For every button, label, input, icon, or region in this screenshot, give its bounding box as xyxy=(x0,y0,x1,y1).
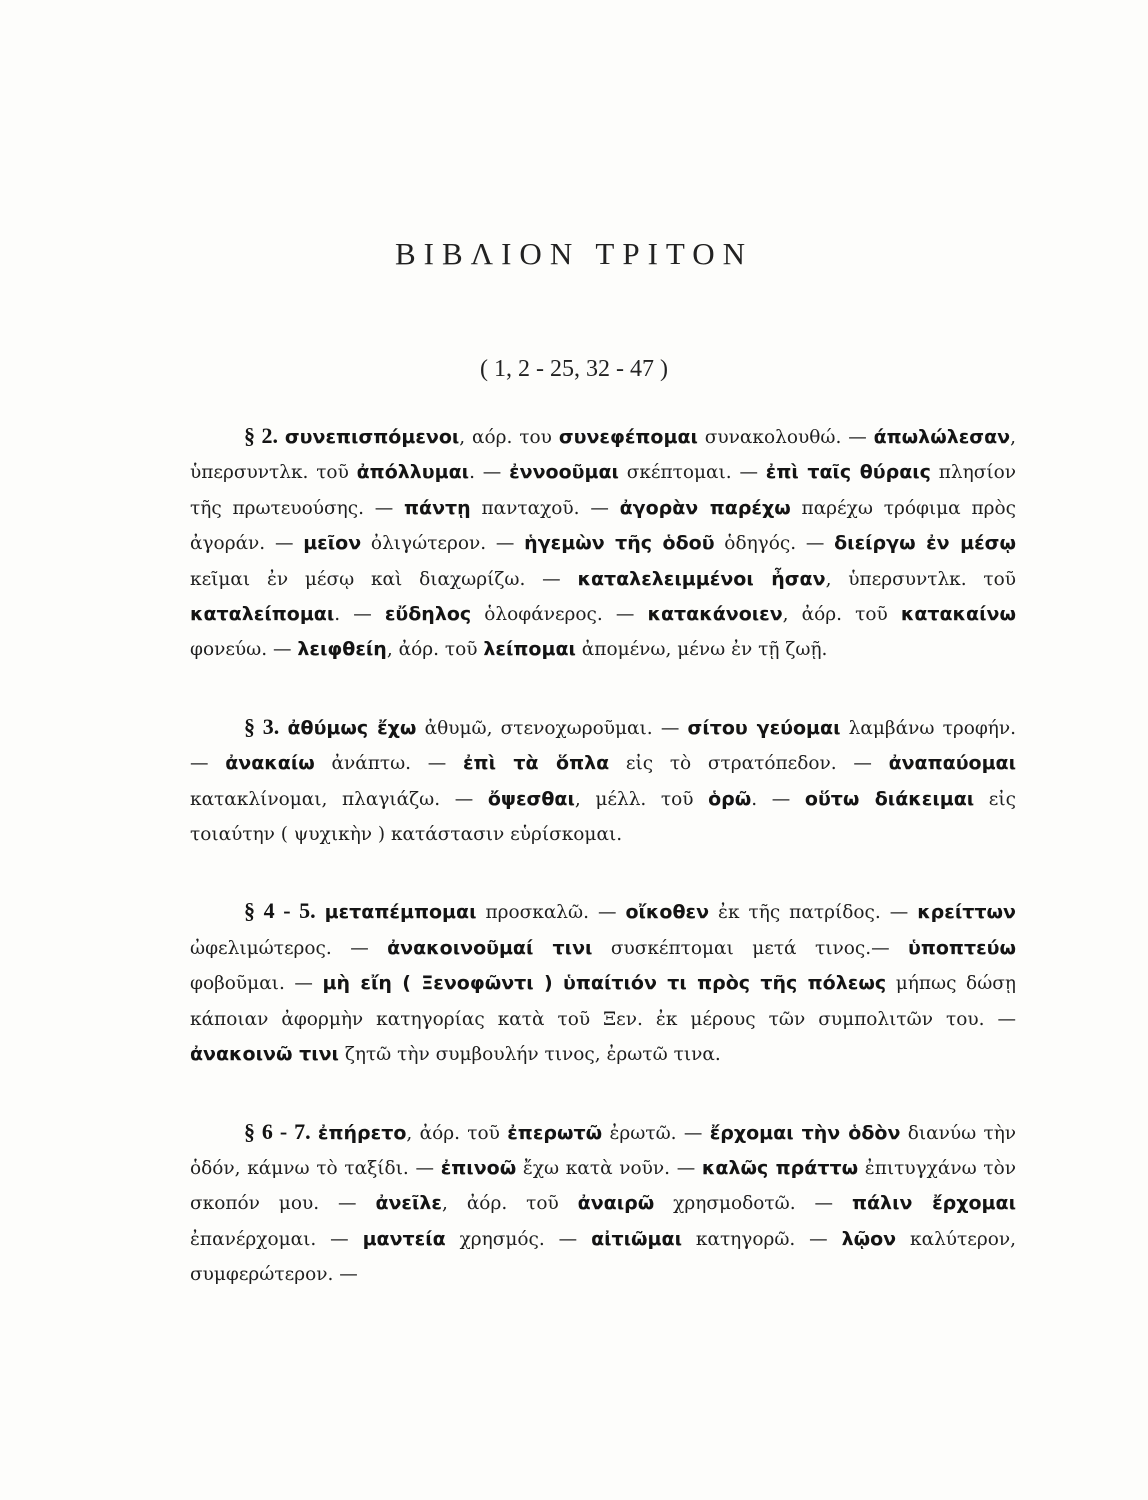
headword: μεταπέμπομαι xyxy=(324,901,477,924)
gloss-text: ὁδηγός. — xyxy=(714,533,835,555)
chapter-range: ( 1, 2 - 25, 32 - 47 ) xyxy=(480,356,668,382)
gloss-text: , ἀόρ. τοῦ xyxy=(782,604,901,626)
section-text xyxy=(190,1123,1016,1286)
gloss-text: ὠφελιμώτερος. — xyxy=(190,937,388,959)
section-paragraph xyxy=(190,418,1016,668)
headword: πάλιν ἔρχομαι xyxy=(851,1192,1016,1215)
headword: ἀθύμως ἔχω xyxy=(287,716,417,739)
headword: ἐπινοῶ xyxy=(440,1156,517,1179)
gloss-text: . — xyxy=(469,462,510,484)
section-label: § 4 - 5. xyxy=(244,898,316,924)
gloss-text: ἐπανέρχομαι. — xyxy=(190,1228,363,1250)
section-6-7 xyxy=(190,1114,1016,1293)
section-label: § 2. xyxy=(244,423,278,448)
gloss-text: ἀνάπτω. — xyxy=(314,753,463,775)
gloss-text: συνακολουθώ. — xyxy=(697,427,874,448)
gloss-text: διανύω τὴν ὁδόν, κάμνω τὸ ταξίδι. — xyxy=(190,1122,1017,1179)
headword: ἀγορὰν παρέχω xyxy=(619,496,791,519)
headword: ἐπὶ τὰ ὅπλα xyxy=(462,752,610,775)
headword: ἐπὶ ταῖς θύραις xyxy=(765,461,931,484)
gloss-text: εἰς τοιαύτην ( ψυχικὴν ) κατάστασιν εὑρίσκομαι. xyxy=(190,788,1016,846)
section-paragraph xyxy=(190,893,1016,1072)
gloss-text: . — xyxy=(334,604,385,626)
gloss-text: ἐπιτυγχάνω τὸν σκοπόν μου. — xyxy=(190,1157,1017,1215)
headword: εὔδηλος xyxy=(384,603,472,626)
section-2 xyxy=(190,418,1016,668)
gloss-text: προσκαλῶ. — xyxy=(476,902,626,924)
gloss-text: , ὑπερσυντλκ. τοῦ xyxy=(825,568,1017,590)
section-4-5 xyxy=(190,893,1016,1072)
headword: διείργω ἐν μέσῳ xyxy=(834,532,1016,555)
section-paragraph xyxy=(190,709,1016,853)
section-paragraph xyxy=(190,1114,1016,1293)
gloss-text: , ὑπερσυντλκ. τοῦ xyxy=(190,427,1016,484)
headword: ἀπόλλυμαι xyxy=(356,461,470,484)
headword: οὕτω διάκειμαι xyxy=(804,787,975,810)
headword: ἐννοοῦμαι xyxy=(509,461,619,484)
headword: ὑποπτεύω xyxy=(908,936,1016,959)
gloss-text: . — xyxy=(751,788,805,810)
gloss-text: , μέλλ. τοῦ xyxy=(574,788,709,810)
headword: λῷον xyxy=(841,1227,897,1250)
headword: ὄψεσθαι xyxy=(487,787,575,810)
headword: ἔρχομαι τὴν ὁδὸν xyxy=(709,1121,901,1144)
gloss-text: πλησίον τῆς πρωτευούσης. — xyxy=(190,462,1016,519)
section-text xyxy=(190,427,1016,660)
gloss-text: παρέχω τρόφιμα πρὸς ἀγοράν. — xyxy=(190,497,1016,555)
headword: καταλείπομαι xyxy=(190,603,335,626)
headword: λειφθείη xyxy=(297,638,387,661)
headword: κατακάνοιεν xyxy=(647,603,783,626)
glossary-sections xyxy=(190,418,1016,1334)
book-title: ΒΙΒΛΙΟΝ ΤΡΙΤΟΝ xyxy=(394,236,754,271)
headword: μεῖον xyxy=(303,532,362,555)
gloss-text: κεῖμαι ἐν μέσῳ καὶ διαχωρίζω. — xyxy=(190,568,578,590)
headword: αἰτιῶμαι xyxy=(591,1227,682,1250)
gloss-text: καλύτερον, συμφερώτερον. — xyxy=(190,1228,1016,1286)
section-label: § 3. xyxy=(244,713,280,739)
headword: κατακαίνω xyxy=(900,603,1016,626)
headword: άπωλώλεσαν xyxy=(873,426,1011,448)
gloss-text: σκέπτομαι. — xyxy=(618,462,766,484)
headword: συνεπισπόμενοι xyxy=(284,426,460,448)
headword: λείπομαι xyxy=(483,638,576,661)
gloss-text: ὀλιγώτερον. — xyxy=(361,533,525,555)
headword: ἀναπαύομαι xyxy=(888,752,1017,775)
gloss-text: , ἀόρ. τοῦ xyxy=(442,1193,578,1215)
headword: μαντεία xyxy=(362,1227,446,1250)
section-label: § 6 - 7. xyxy=(244,1118,311,1144)
gloss-text: κατηγορῶ. — xyxy=(682,1228,842,1250)
headword: ἀνακοινοῦμαί τινι xyxy=(387,936,593,959)
section-text xyxy=(190,718,1016,845)
headword: μὴ εἴη ( Ξενοφῶντι ) ὑπαίτιόν τι πρὸς τῆς πόλεως xyxy=(322,972,887,995)
gloss-text: , ἀόρ. τοῦ xyxy=(386,639,484,661)
headword: σίτου γεύομαι xyxy=(687,716,841,739)
gloss-text: φονεύω. — xyxy=(190,639,298,661)
headword: συνεφέπομαι xyxy=(558,426,698,448)
gloss-text: , αόρ. του xyxy=(459,427,559,448)
gloss-text: , ἀόρ. τοῦ xyxy=(406,1122,508,1144)
headword: ἐπερωτῶ xyxy=(507,1121,603,1144)
gloss-text: μήπως δώσῃ κάποιαν ἀφορμὴν κατηγορίας κατὰ τοῦ Ξεν. ἐκ μέρους τῶν συμπολιτῶν του. — xyxy=(190,973,1016,1030)
headword: καταλελειμμένοι ἦσαν xyxy=(577,567,826,590)
gloss-text: κατακλίνομαι, πλαγιάζω. — xyxy=(190,788,488,810)
gloss-text: ὁλοφάνερος. — xyxy=(471,604,648,626)
section-text xyxy=(190,902,1016,1065)
gloss-text: φοβοῦμαι. — xyxy=(190,973,323,995)
gloss-text: ζητῶ τὴν συμβουλήν τινος, ἐρωτῶ τινα. xyxy=(338,1044,721,1066)
headword: κρείττων xyxy=(917,901,1016,924)
headword: ἡγεμὼν τῆς ὁδοῦ xyxy=(524,532,715,555)
gloss-text: πανταχοῦ. — xyxy=(470,497,620,519)
headword: καλῶς πράττω xyxy=(701,1156,859,1179)
headword: πάντῃ xyxy=(404,496,471,519)
gloss-text: ἐκ τῆς πατρίδος. — xyxy=(709,902,918,924)
gloss-text: ἔχω κατὰ νοῦν. — xyxy=(516,1157,702,1179)
headword: ἀναιρῶ xyxy=(577,1192,655,1215)
gloss-text: εἰς τὸ στρατόπεδον. — xyxy=(609,753,889,775)
gloss-text: συσκέπτομαι μετά τινος.— xyxy=(592,937,908,959)
gloss-text: ἀθυμῶ, στενοχωροῦμαι. — xyxy=(416,717,688,739)
headword: ἐπήρετο xyxy=(317,1121,407,1144)
gloss-text: χρησμοδοτῶ. — xyxy=(654,1193,852,1215)
headword: οἴκοθεν xyxy=(625,901,710,924)
gloss-text: χρησμός. — xyxy=(445,1228,592,1250)
headword: ἀνακοινῶ τινι xyxy=(190,1043,339,1066)
headword: ἀνεῖλε xyxy=(375,1192,443,1215)
section-3 xyxy=(190,709,1016,853)
headword: ἀνακαίω xyxy=(225,752,315,775)
headword: ὁρῶ xyxy=(708,787,752,810)
gloss-text: ἐρωτῶ. — xyxy=(602,1122,710,1144)
gloss-text: λαμβάνω τροφήν. — xyxy=(190,717,1017,775)
gloss-text: ἀπομένω, μένω ἐν τῇ ζωῇ. xyxy=(575,639,828,661)
